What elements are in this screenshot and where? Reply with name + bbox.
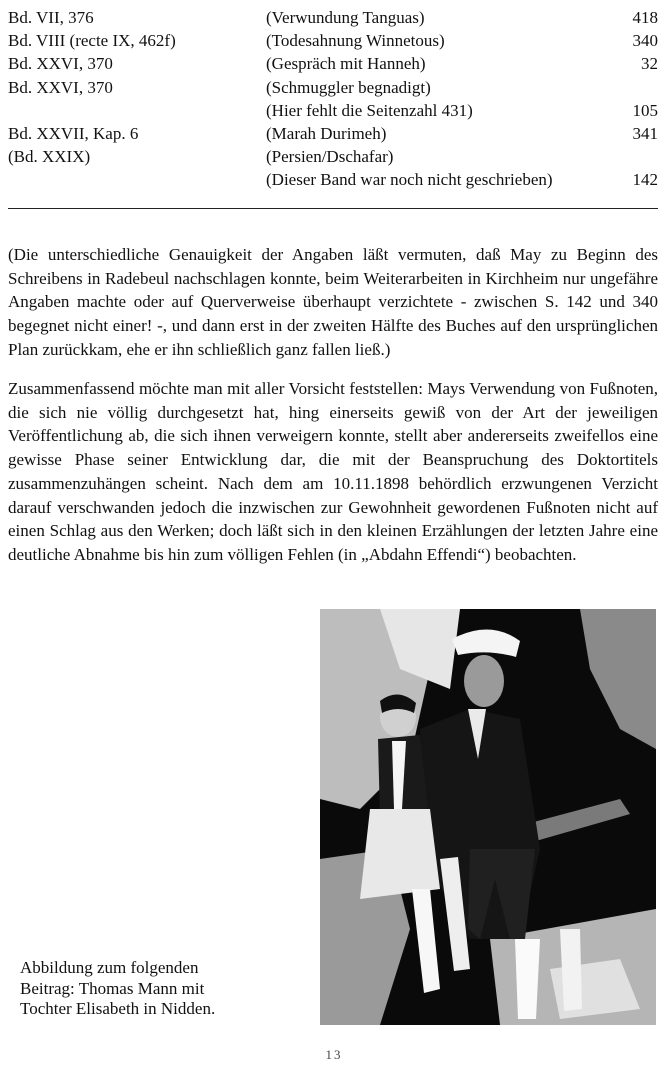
paragraph-note: (Die unterschiedliche Genauigkeit der Angaben läßt vermuten, daß May zu Beginn des Schreibens in Radebeul nachschlagen konnte, beim Weiterarbeiten in Kirchheim nur ungefähre Angaben machte oder auf Querverweise überhaupt verzichtete - zwischen S. 142 und 340 begegnet nicht einer! -, und dann erst in der zweiten Hälfte des Buches auf den ursprünglichen Plan zurückkam, ehe er ihn schließlich ganz fallen ließ.) (8, 245, 658, 359)
scene-desc: (Marah Durimeh) (266, 123, 387, 143)
page-ref: 341 (632, 123, 658, 143)
volume-ref: (Bd. XXIX) (8, 147, 91, 167)
volume-ref: Bd. XXVI, 370 (8, 77, 113, 97)
page-ref: 340 (632, 31, 658, 51)
table-row (8, 52, 658, 75)
scene-desc: (Dieser Band war noch nicht geschrieben) (266, 170, 553, 190)
caption-line: Beitrag: Thomas Mann mit (20, 978, 205, 998)
table-row (8, 6, 658, 29)
page-ref: 142 (632, 170, 658, 190)
section-divider (8, 208, 658, 209)
volume-ref: Bd. XXVII, Kap. 6 (8, 123, 139, 143)
caption-line: Tochter Elisabeth in Nidden. (20, 999, 216, 1018)
volume-ref: Bd. VII, 376 (8, 8, 94, 27)
paragraph-summary: Zusammenfassend möchte man mit aller Vorsicht feststellen: Mays Verwendung von Fußnoten, die sich nie völlig durchgesetzt hat, hing einerseits gewiß von der Art der jeweiligen Veröffentlichung ab, die sich ihnen verweigern konnte, stellt aber andererseits zweifellos eine gewisse Phase seiner Entwicklung dar, die mit der Beanspruchung des Doktortitels zusammenzuhängen scheint. Nach dem am 10.11.1898 behördlich erzwungenen Verzicht darauf verschwanden jedoch die inzwischen zur Gewohnheit gewordenen Fußnoten nicht auf einen Schlag aus den Werken; doch läßt sich in den kleinen Erzählungen der letzten Jahre eine deutliche Abnahme bis hin zum völligen Fehlen (in „Abdahn Effendi“) beobachten. (8, 379, 658, 564)
table-row (8, 99, 658, 122)
scene-desc: (Verwundung Tanguas) (266, 8, 425, 27)
page-number: 13 (325, 1047, 343, 1062)
table-row (8, 29, 658, 52)
photo-caption (20, 958, 290, 1020)
photo-image (320, 609, 656, 1025)
table-row (8, 145, 658, 168)
scene-desc: (Todesahnung Winnetous) (266, 31, 445, 51)
reference-table (8, 6, 658, 192)
scene-desc: (Hier fehlt die Seitenzahl 431) (266, 100, 473, 120)
page-ref: 418 (632, 8, 658, 27)
photo-thomas-mann-elisabeth (320, 609, 656, 1025)
page-ref: 105 (632, 100, 658, 120)
page-ref: 32 (641, 54, 658, 74)
scene-desc: (Schmuggler begnadigt) (266, 77, 431, 97)
volume-ref: Bd. VIII (recte IX, 462f) (8, 31, 176, 51)
scene-desc: (Gespräch mit Hanneh) (266, 54, 426, 74)
table-row (8, 76, 658, 99)
volume-ref: Bd. XXVI, 370 (8, 54, 113, 74)
table-row (8, 168, 658, 191)
scene-desc: (Persien/Dschafar) (266, 147, 394, 167)
table-row (8, 122, 658, 145)
caption-line: Abbildung zum folgenden (20, 958, 199, 977)
